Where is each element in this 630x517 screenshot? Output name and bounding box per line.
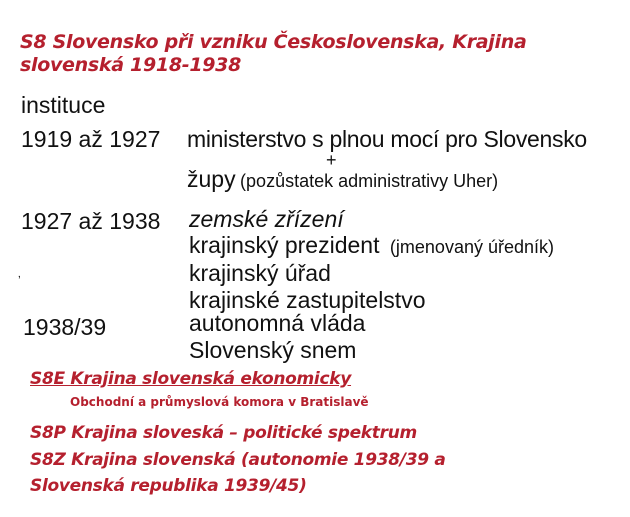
land-system-text: zemské zřízení	[189, 206, 344, 232]
president-text: krajinský prezident	[189, 232, 380, 258]
period-1938-39: 1938/39	[23, 314, 107, 340]
link-econ[interactable]: S8E Krajina slovenská ekonomicky	[30, 369, 352, 389]
assembly-text: krajinské zastupitelstvo	[189, 287, 426, 313]
diet-text: Slovenský snem	[189, 337, 357, 363]
link-autonomy-line-2[interactable]: Slovenská republika 1939/45)	[30, 476, 307, 496]
slide-title-line-2: slovenská 1918-1938	[20, 54, 242, 76]
ministry-text: ministerstvo s plnou mocí pro Slovensko	[187, 126, 587, 152]
office-text: krajinský úřad	[189, 260, 331, 286]
plus-sign: +	[326, 150, 337, 170]
counties-line	[187, 166, 498, 193]
period-1919-1927: 1919 až 1927	[21, 126, 161, 152]
counties-text: župy	[187, 166, 236, 192]
counties-note: (pozůstatek administrativy Uher)	[240, 171, 499, 191]
president-note: (jmenovaný úředník)	[389, 237, 554, 257]
slide-title-line-1: S8 Slovensko při vzniku Československa, Krajina	[20, 31, 527, 53]
link-politics[interactable]: S8P Krajina sloveská – politické spektrum	[30, 423, 417, 443]
stray-mark: ‚	[18, 266, 21, 280]
link-autonomy-line-1[interactable]: S8Z Krajina slovenská (autonomie 1938/39 a	[30, 450, 446, 470]
autonomy-govt-text: autonomná vláda	[189, 310, 366, 336]
president-line	[189, 232, 554, 259]
period-1927-1938: 1927 až 1938	[21, 208, 161, 234]
section-label: instituce	[21, 92, 106, 118]
econ-subtitle: Obchodní a průmyslová komora v Bratislavě	[70, 395, 369, 409]
